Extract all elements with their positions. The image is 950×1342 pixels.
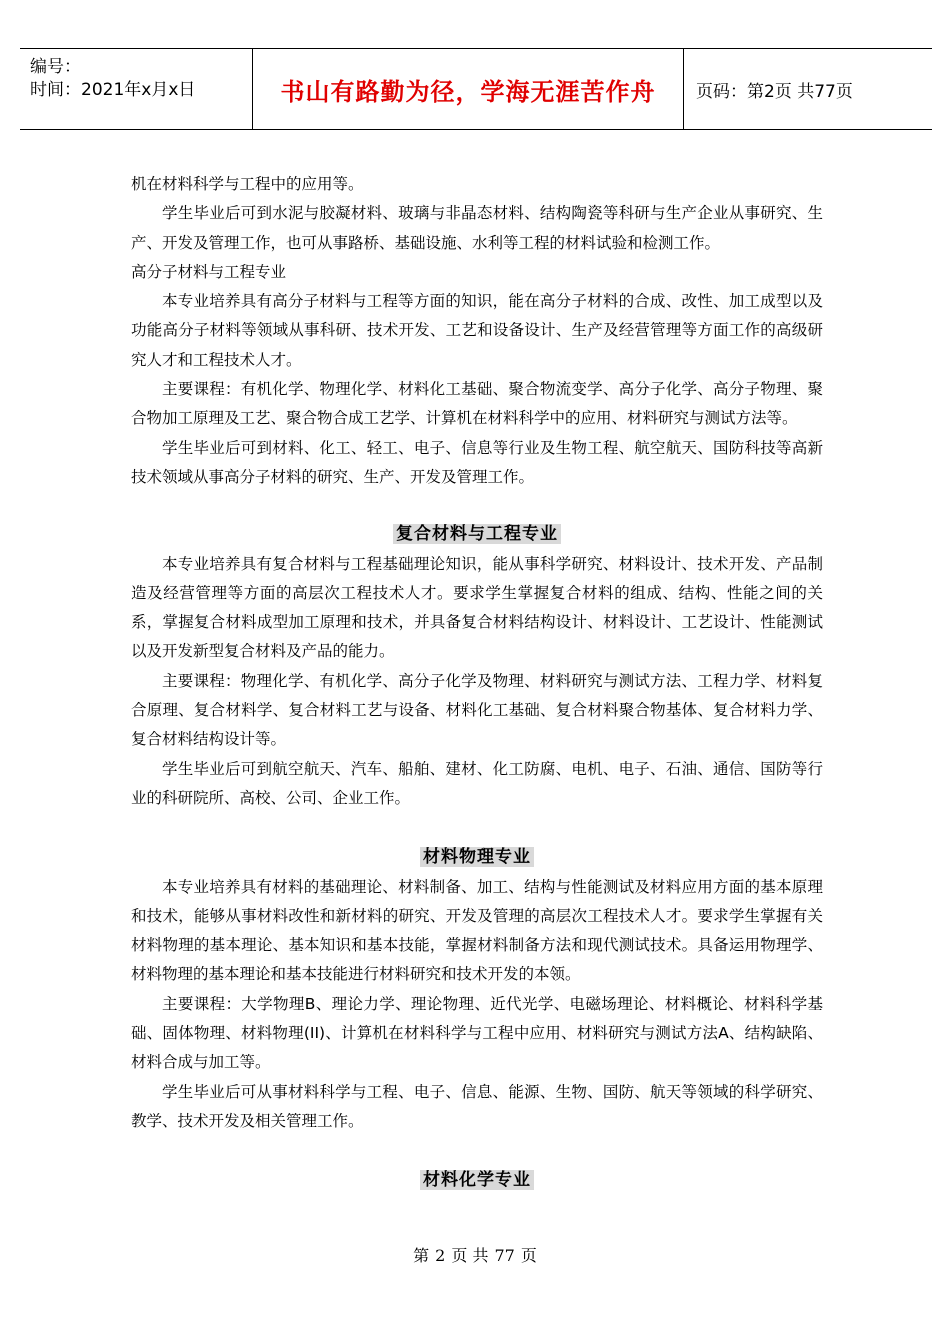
paragraph: 本专业培养具有高分子材料与工程等方面的知识，能在高分子材料的合成、改性、加工成型以及功能高分子材料等领域从事科研、技术开发、工艺和设备设计、生产及经营管理等方面工作的高级研究人才和工程技术人才。 [131,292,823,369]
paragraph: 学生毕业后可到材料、化工、轻工、电子、信息等行业及生物工程、航空航天、国防科技等高新技术领域从事高分子材料的研究、生产、开发及管理工作。 [131,438,823,486]
section-heading-text: 复合材料与工程专业 [393,524,561,544]
footer-page-number: 2 [435,1246,446,1265]
paragraph: 本专业培养具有复合材料与工程基础理论知识，能从事科学研究、材料设计、技术开发、产品制造及经营管理等方面的高层次工程技术人才。要求学生掌握复合材料的组成、结构、性能之间的关系，掌握复合材料成型加工原理和技术，并具备复合材料结构设计、材料设计、工艺设计、性能测试以及开发新型复合材料及产品的能力。 [131,554,823,661]
paragraph: 主要课程：有机化学、物理化学、材料化工基础、聚合物流变学、高分子化学、高分子物理、聚合物加工原理及工艺、聚合物合成工艺学、计算机在材料科学中的应用、材料研究与测试方法等。 [131,380,823,428]
paragraph: 主要课程：大学物理B、理论力学、理论物理、近代光学、电磁场理论、材料概论、材料科学基础、固体物理、材料物理(II)、计算机在材料科学与工程中应用、材料研究与测试方法A、结构缺陷、材料合成与加工等。 [131,994,823,1072]
paragraph: 机在材料科学与工程中的应用等。 [131,175,364,193]
page-footer [0,1243,950,1266]
paragraph: 学生毕业后可到水泥与胶凝材料、玻璃与非晶态材料、结构陶瓷等科研与生产企业从事研究、生产、开发及管理工作，也可从事路桥、基础设施、水利等工程的材料试验和检测工作。 [131,204,823,252]
header-motto: 书山有路勤为径，学海无涯苦作舟 [252,49,684,129]
section-title-polymer: 高分子材料与工程专业 [131,262,287,281]
section-heading-text: 材料物理专业 [420,847,534,867]
footer-total-pages: 77 [494,1246,515,1265]
footer-mid: 页 共 [451,1246,489,1265]
document-time: 时间：2021年x月x日 [30,80,196,100]
paragraph: 学生毕业后可从事材料科学与工程、电子、信息、能源、生物、国防、航天等领域的科学研究、教学、技术开发及相关管理工作。 [131,1082,823,1130]
paragraph: 主要课程：物理化学、有机化学、高分子化学及物理、材料研究与测试方法、工程力学、材料复合原理、复合材料学、复合材料工艺与设备、材料化工基础、复合材料聚合物基体、复合材料力学、复合材料结构设计等。 [131,671,823,749]
document-number-label: 编号： [30,57,81,77]
paragraph: 学生毕业后可到航空航天、汽车、船舶、建材、化工防腐、电机、电子、石油、通信、国防等行业的科研院所、高校、公司、企业工作。 [131,759,823,807]
header-meta [20,49,252,129]
footer-prefix: 第 [413,1246,430,1265]
section-heading-composite [131,520,823,549]
section-heading-chemistry [131,1166,823,1195]
document-body [131,170,823,1196]
section-heading-physics [131,843,823,872]
header-page-info: 页码：第2页 共77页 [696,81,853,102]
paragraph: 本专业培养具有材料的基础理论、材料制备、加工、结构与性能测试及材料应用方面的基本原理和技术，能够从事材料改性和新材料的研究、开发及管理的高层次工程技术人才。要求学生掌握有关材料物理的基本理论、基本知识和基本技能，掌握材料制备方法和现代测试技术。具备运用物理学、材料物理的基本理论和基本技能进行材料研究和技术开发的本领。 [131,877,823,984]
page-header [20,48,932,130]
section-heading-text: 材料化学专业 [420,1170,534,1190]
footer-suffix: 页 [520,1246,537,1265]
